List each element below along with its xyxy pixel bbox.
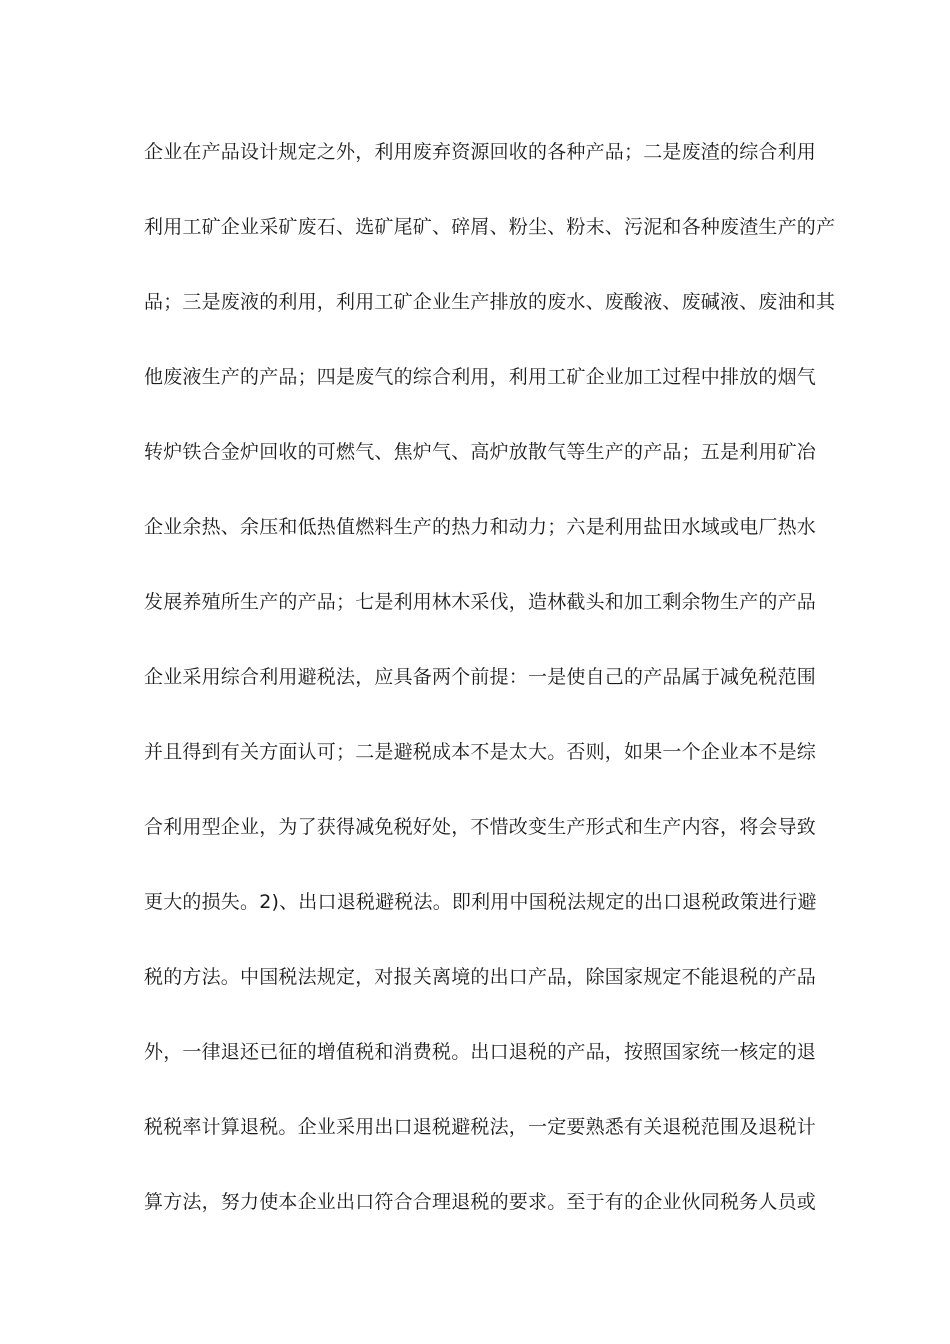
text-line: 外，一律退还已征的增值税和消费税。出口退税的产品，按照国家统一核定的退 — [144, 1041, 817, 1063]
text-line: 企业在产品设计规定之外，利用废弃资源回收的各种产品；二是废渣的综合利用 — [144, 141, 817, 163]
text-line: 合利用型企业，为了获得减免税好处，不惜改变生产形式和生产内容，将会导致 — [144, 816, 817, 838]
text-line: 税的方法。中国税法规定，对报关离境的出口产品，除国家规定不能退税的产品 — [144, 966, 817, 988]
text-line: 企业余热、余压和低热值燃料生产的热力和动力；六是利用盐田水域或电厂热水 — [144, 516, 817, 538]
text-line: 算方法，努力使本企业出口符合合理退税的要求。至于有的企业伙同税务人员或 — [144, 1191, 817, 1213]
text-line: 发展养殖所生产的产品；七是利用林木采伐，造林截头和加工剩余物生产的产品 — [144, 591, 817, 613]
text-line: 企业采用综合利用避税法，应具备两个前提：一是使自己的产品属于减免税范围 — [144, 666, 817, 688]
text-line: 转炉铁合金炉回收的可燃气、焦炉气、高炉放散气等生产的产品；五是利用矿冶 — [144, 441, 817, 463]
text-line: 品；三是废液的利用，利用工矿企业生产排放的废水、废酸液、废碱液、废油和其 — [144, 291, 836, 313]
text-line: 并且得到有关方面认可；二是避税成本不是太大。否则，如果一个企业本不是综 — [144, 741, 817, 763]
text-line: 利用工矿企业采矿废石、选矿尾矿、碎屑、粉尘、粉末、污泥和各种废渣生产的产 — [144, 216, 836, 238]
text-line: 更大的损失。2)、出口退税避税法。即利用中国税法规定的出口退税政策进行避 — [144, 891, 817, 913]
body-text — [144, 129, 836, 1254]
text-line: 他废液生产的产品；四是废气的综合利用，利用工矿企业加工过程中排放的烟气 — [144, 366, 817, 388]
text-line: 税税率计算退税。企业采用出口退税避税法，一定要熟悉有关退税范围及退税计 — [144, 1116, 817, 1138]
